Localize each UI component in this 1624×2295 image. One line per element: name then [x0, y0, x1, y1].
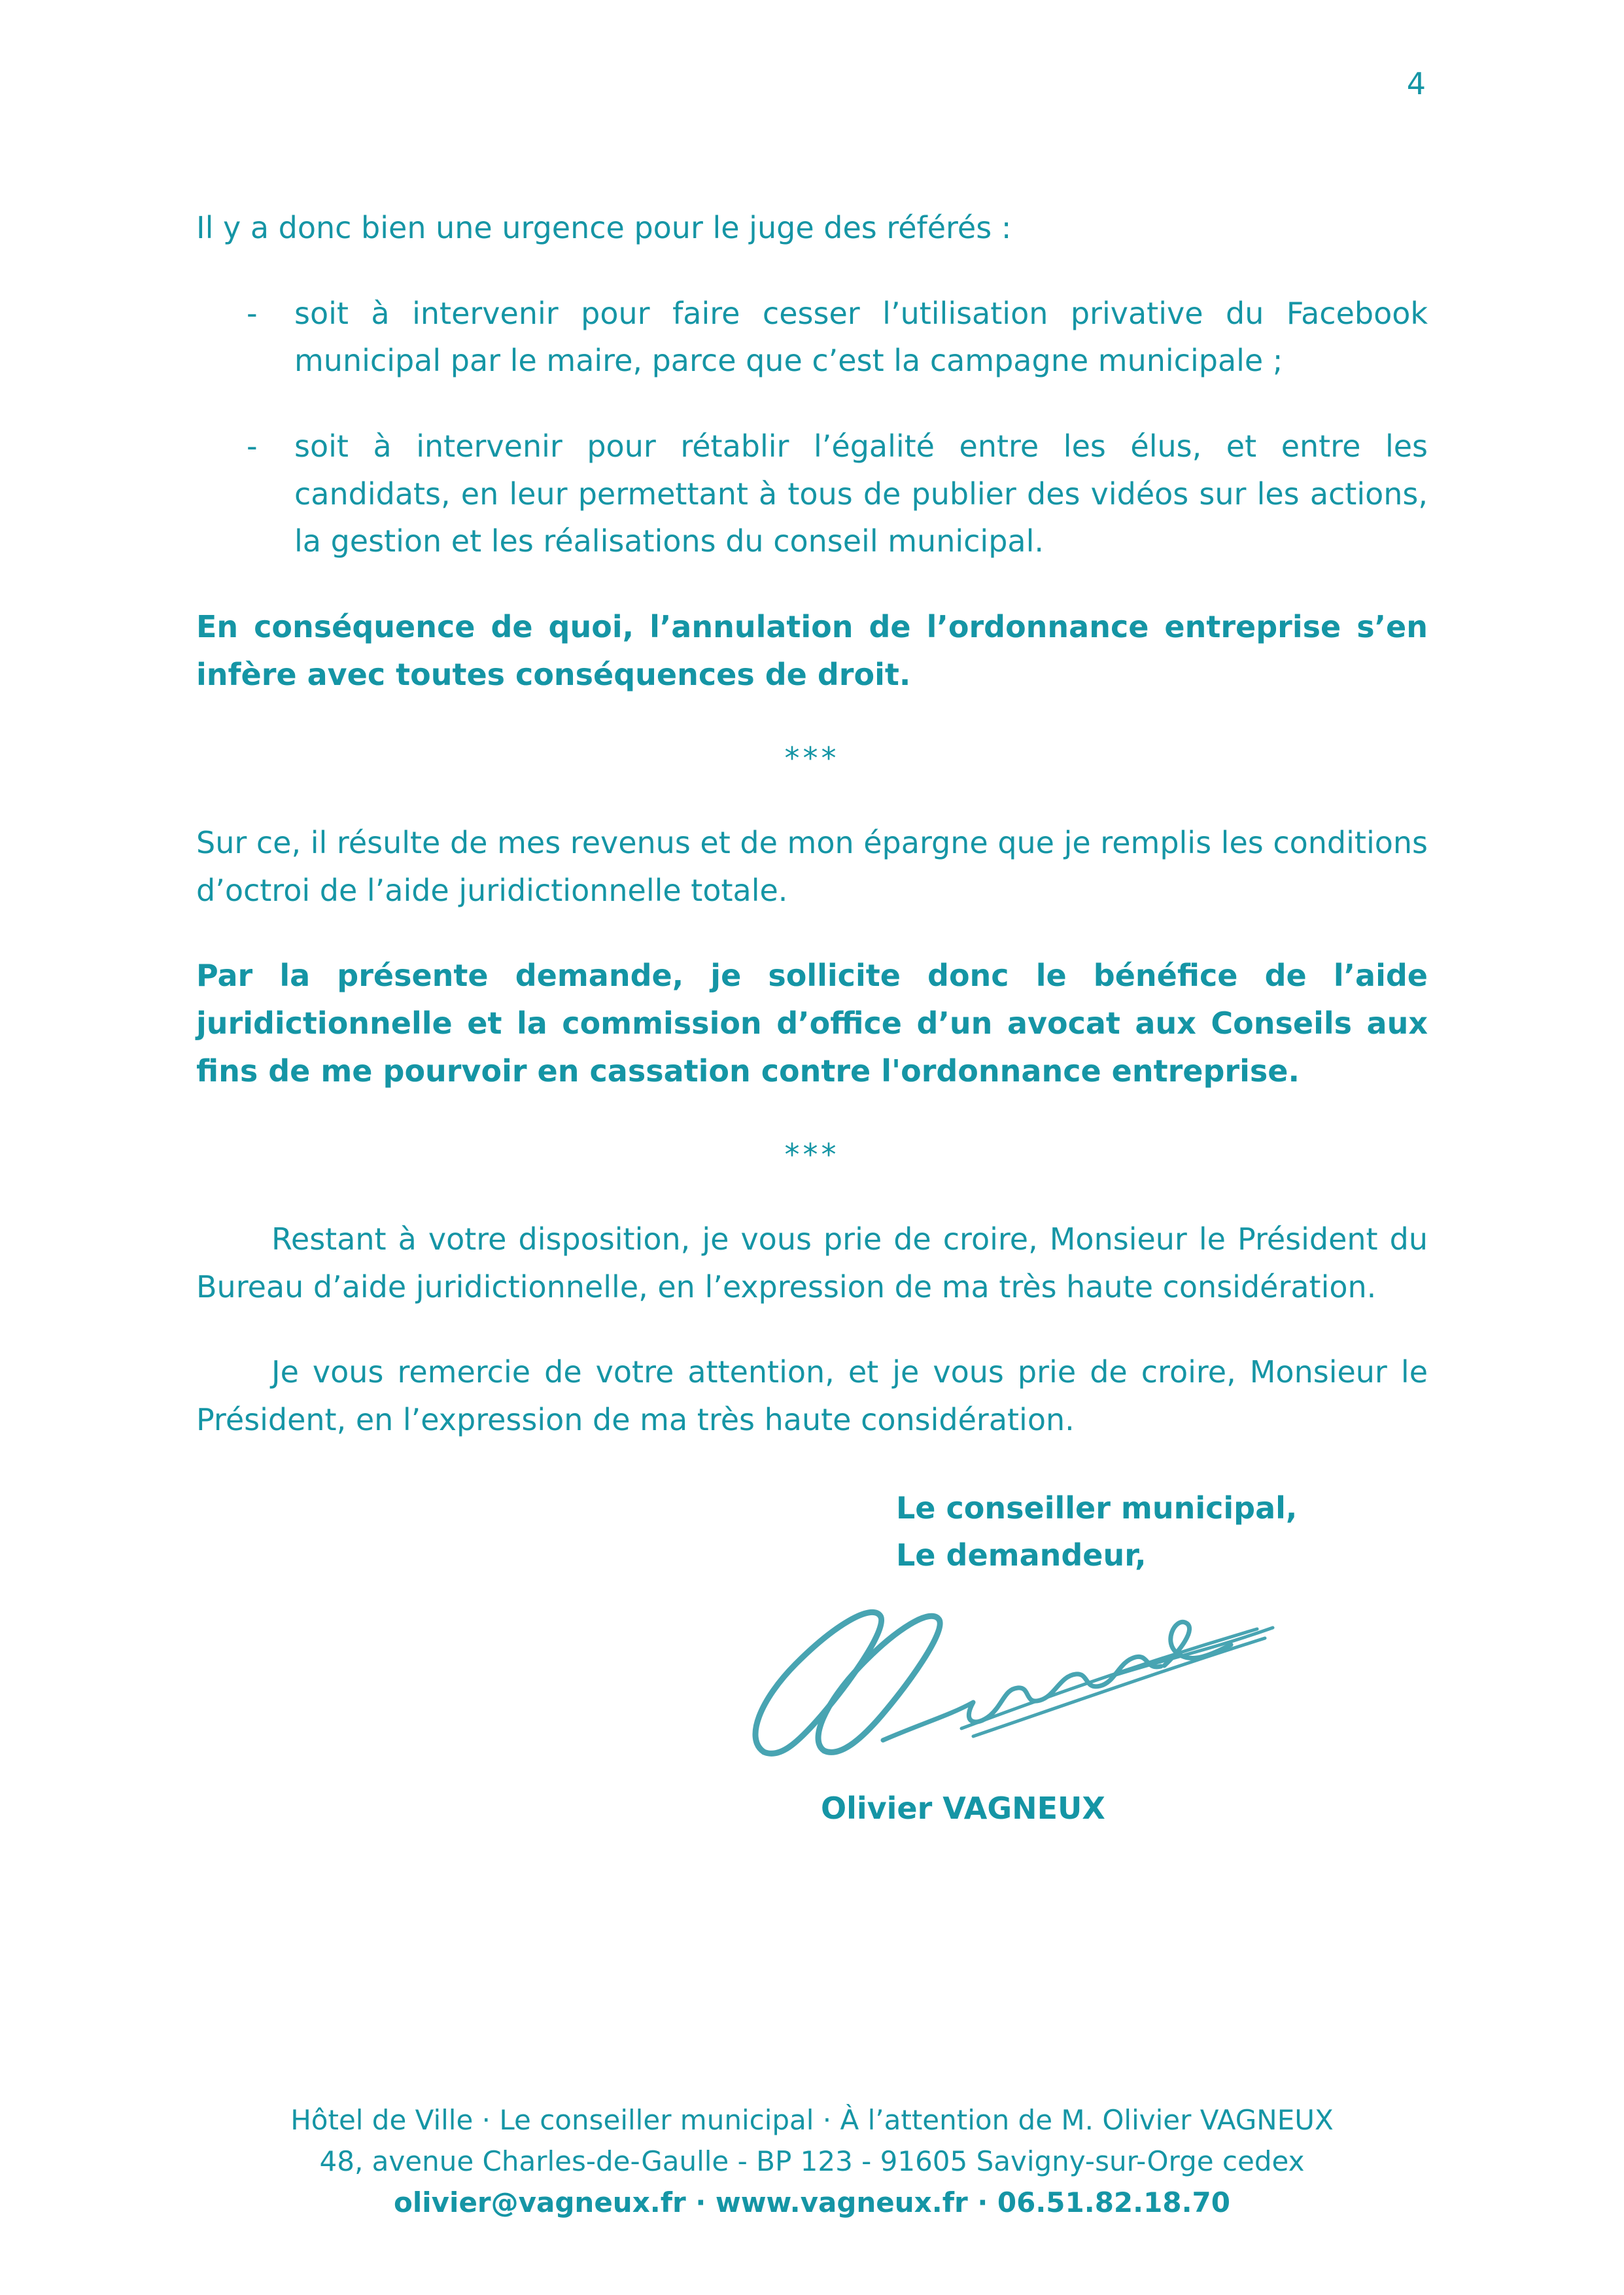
footer-address-line: Hôtel de Ville · Le conseiller municipal · À l’attention de M. Olivier VAGNEUX — [290, 2104, 1334, 2136]
paragraph-consequence: En conséquence de quoi, l’annulation de l’ordonnance entreprise s’en infère avec toutes conséquences de droit. — [196, 609, 1428, 692]
section-separator: *** — [784, 1137, 840, 1173]
paragraph-remercie: Je vous remercie de votre attention, et je vous prie de croire, Monsieur le Président, en l’expression de ma très haute considération. — [196, 1354, 1428, 1438]
signature-icon — [746, 1590, 1302, 1766]
paragraph-restant: Restant à votre disposition, je vous prie de croire, Monsieur le Président du Bureau d’aide juridictionnelle, en l’expression de ma très haute considération. — [196, 1221, 1428, 1305]
list-item — [247, 290, 1428, 385]
bullet-list — [247, 290, 1428, 565]
signature-role-line: Le conseiller municipal, — [896, 1490, 1298, 1526]
bullet-text: soit à intervenir pour rétablir l’égalité entre les élus, et entre les candidats, en leur permettant à tous de publier des vidéos sur les actions, la gestion et les réalisations du conseil municipal. — [294, 429, 1428, 559]
bullet-text: soit à intervenir pour faire cesser l’utilisation privative du Facebook municipal par le maire, parce que c’est la campagne municipale ; — [294, 295, 1428, 379]
bullet-dash: - — [247, 429, 258, 464]
signature-role-line: Le demandeur, — [896, 1537, 1147, 1573]
bullet-dash: - — [247, 295, 258, 331]
paragraph-intro: Il y a donc bien une urgence pour le juge des référés : — [196, 210, 1012, 245]
letter-footer — [196, 2099, 1428, 2230]
section-separator: *** — [784, 741, 840, 777]
signature-block — [896, 1484, 1428, 1579]
signature-area — [746, 1590, 1428, 1766]
paragraph-revenus: Sur ce, il résulte de mes revenus et de mon épargne que je remplis les conditions d’octroi de l’aide juridictionnelle totale. — [196, 825, 1428, 908]
footer-contact-line: olivier@vagneux.fr · www.vagneux.fr · 06.51.82.18.70 — [394, 2186, 1230, 2218]
footer-address-line: 48, avenue Charles-de-Gaulle - BP 123 - 91605 Savigny-sur-Orge cedex — [319, 2145, 1305, 2177]
page-number: 4 — [1406, 66, 1426, 101]
paragraph-demande: Par la présente demande, je sollicite donc le bénéfice de l’aide juridictionnelle et la commission d’office d’un avocat aux Conseils aux fins de me pourvoir en cassation contre l'ordonnance entreprise. — [196, 958, 1428, 1089]
signatory-name: Olivier VAGNEUX — [821, 1791, 1105, 1827]
list-item — [247, 423, 1428, 565]
